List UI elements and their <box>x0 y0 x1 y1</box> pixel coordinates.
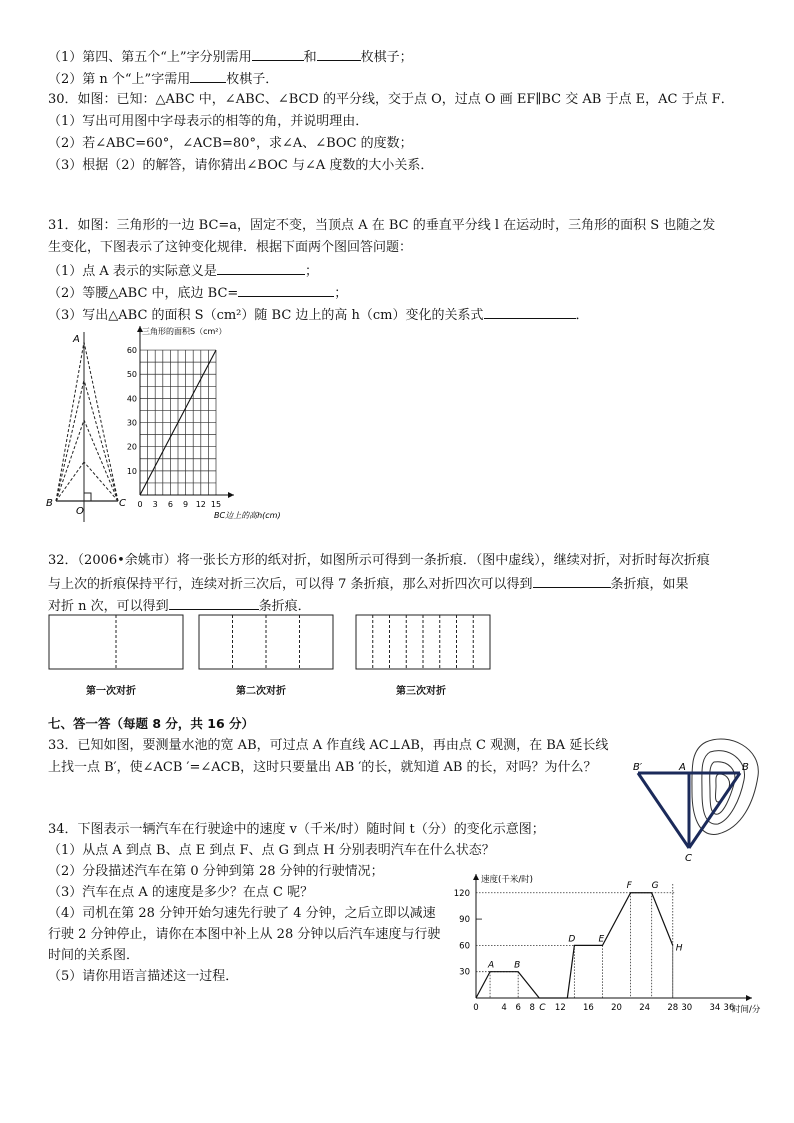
y-axis-arrow <box>473 874 479 880</box>
fold-caption-2: 第二次对折 <box>236 686 286 697</box>
x-axis-arrow <box>228 492 234 498</box>
speed-time-chart <box>452 872 772 1022</box>
y-tick-label: 60 <box>459 941 470 952</box>
x-tick-label: 12 <box>195 500 206 509</box>
label-O: O <box>76 506 84 517</box>
x-tick-label: 15 <box>210 500 222 509</box>
section-7-title: 七、答一答（每题 8 分，共 16 分） <box>48 716 255 731</box>
q31-part2: （2）等腰△ABC 中，底边 BC= ； <box>48 286 348 301</box>
point-label-E: E <box>598 934 605 945</box>
x-tick-label: 6 <box>167 500 173 509</box>
fold-diagram-3 <box>356 615 490 669</box>
y-tick-label: 60 <box>126 346 137 356</box>
x-tick-label: 3 <box>152 500 158 509</box>
fold-caption-1: 第一次对折 <box>86 686 136 697</box>
q32-line3: 对折 n 次，可以得到 条折痕． <box>48 599 311 614</box>
x-axis-label: 时间/分 <box>732 1005 761 1015</box>
x-tick-label: 0 <box>473 1003 479 1013</box>
area-height-chart <box>124 324 281 524</box>
y-tick-label: 90 <box>459 915 470 926</box>
y-tick-label: 20 <box>126 442 137 452</box>
x-tick-label: 6 <box>515 1003 521 1013</box>
q30-part3: （3）根据（2）的解答，请你猜出∠BOC 与∠A 度数的大小关系． <box>48 158 434 173</box>
x-tick-label: 34 <box>709 1003 721 1013</box>
x-tick-label: 9 <box>183 500 189 509</box>
x-tick-label: 0 <box>137 500 143 509</box>
y-tick-label: 30 <box>459 967 470 978</box>
y-tick-label: 40 <box>126 394 137 404</box>
point-label-D: D <box>568 934 576 945</box>
q29-part2: （2）第 n 个“上”字需用 枚棋子． <box>48 72 279 87</box>
x-tick-label: 12 <box>554 1003 566 1013</box>
point-label-H: H <box>675 943 683 954</box>
label-C: C <box>119 498 126 509</box>
q34-part4-line3: 时间的关系图． <box>48 948 140 963</box>
q30-part1: （1）写出可用图中字母表示的相等的角，并说明理由． <box>48 114 369 129</box>
q31-part1: （1）点 A 表示的实际意义是 ； <box>48 264 318 279</box>
fold-diagram-2 <box>199 615 333 669</box>
q29-part1: （1）第四、第五个“上”字分别需用 和 枚棋子； <box>48 50 413 65</box>
y-tick-label: 120 <box>453 888 470 899</box>
y-tick-label: 50 <box>126 370 137 380</box>
x-tick-label: 8 <box>529 1003 535 1013</box>
x-axis-label: BC边上的高h(cm) <box>214 511 281 520</box>
pond-contours <box>692 739 758 834</box>
q31-stem-2: 生变化，下图表示了这钟变化规律．根据下面两个图回答问题： <box>48 240 413 255</box>
q30-stem: 30．如图：已知：△ABC 中，∠ABC、∠BCD 的平分线，交于点 O，过点 O 画 EF∥BC 交 AB 于点 E，AC 于点 F． <box>48 92 734 107</box>
q31-part3: （3）写出△ABC 的面积 S（cm²）随 BC 边上的高 h（cm）变化的关系式 ． <box>48 308 589 323</box>
y-tick-label: 30 <box>126 418 137 428</box>
right-angle-mark <box>84 493 91 501</box>
q34-part5: （5）请你用语言描述这一过程． <box>48 969 239 984</box>
label-B-prime: B′ <box>633 762 643 773</box>
y-axis-label: 三角形的面积S（cm²） <box>142 327 227 336</box>
q32-line1: 32．（2006•余姚市）将一张长方形的纸对折，如图所示可得到一条折痕．（图中虚线），继续对折，对折时每次折痕 <box>48 553 710 568</box>
point-label-B: B <box>514 960 521 971</box>
y-axis-label: 速度(千米/时) <box>481 875 533 885</box>
label-C: C <box>685 853 692 864</box>
q31-stem-1: 31．如图：三角形的一边 BC=a，固定不变，当顶点 A 在 BC 的垂直平分线 l 在运动时，三角形的面积 S 也随之发 <box>48 218 716 233</box>
x-tick-label: 16 <box>583 1003 594 1013</box>
point-label-C: C <box>539 1003 546 1013</box>
x-tick-label: 24 <box>639 1003 651 1013</box>
fold-caption-3: 第三次对折 <box>396 686 446 697</box>
q33-pond-figure <box>634 730 764 870</box>
q31-triangle-figure <box>44 326 134 526</box>
q33-line2: 上找一点 B′，使∠ACB ′=∠ACB，这时只要量出 AB ′的长，就知道 AB 的长，对吗？为什么？ <box>48 760 597 775</box>
x-tick-label: 30 <box>681 1003 693 1013</box>
x-tick-label: 36 <box>723 1003 735 1013</box>
q34-stem: 34．下图表示一辆汽车在行驶途中的速度 v（千米/时）随时间 t（分）的变化示意图； <box>48 822 545 837</box>
point-label-G: G <box>651 880 659 891</box>
q30-part2: （2）若∠ABC=60°，∠ACB=80°，求∠A、∠BOC 的度数； <box>48 136 413 151</box>
q34-part4-line1: （4）司机在第 28 分钟开始匀速先行驶了 4 分钟，之后立即以减速 <box>48 906 436 921</box>
y-tick-label: 10 <box>126 466 137 476</box>
q32-line2: 与上次的折痕保持平行，连续对折三次后，可以得 7 条折痕，那么对折四次可以得到 条折痕，如果 <box>48 577 689 592</box>
x-tick-label: 28 <box>667 1003 679 1013</box>
fold-diagram-1 <box>49 615 183 669</box>
label-B: B <box>46 498 53 509</box>
label-A: A <box>679 762 686 773</box>
q34-part1: （1）从点 A 到点 B、点 E 到点 F、点 G 到点 H 分别表明汽车在什么状态？ <box>48 843 495 858</box>
x-tick-label: 4 <box>501 1003 507 1013</box>
q34-part3: （3）汽车在点 A 的速度是多少？在点 C 呢？ <box>48 885 314 900</box>
label-B: B <box>742 762 749 773</box>
q34-part4-line2: 行驶 2 分钟停止，请你在本图中补上从 28 分钟以后汽车速度与行驶 <box>48 927 441 942</box>
x-axis-arrow <box>746 995 752 1001</box>
point-label-F: F <box>626 880 632 891</box>
q33-line1: 33．已知如图，要测量水池的宽 AB，可过点 A 作直线 AC⊥AB，再由点 C 观测，在 BA 延长线 <box>48 738 609 753</box>
fold-diagrams <box>48 614 498 674</box>
point-label-A: A <box>488 960 495 971</box>
measurement-lines <box>638 773 740 848</box>
q34-part2: （2）分段描述汽车在第 0 分钟到第 28 分钟的行驶情况； <box>48 864 384 879</box>
x-tick-label: 20 <box>611 1003 622 1013</box>
label-A: A <box>73 334 80 345</box>
